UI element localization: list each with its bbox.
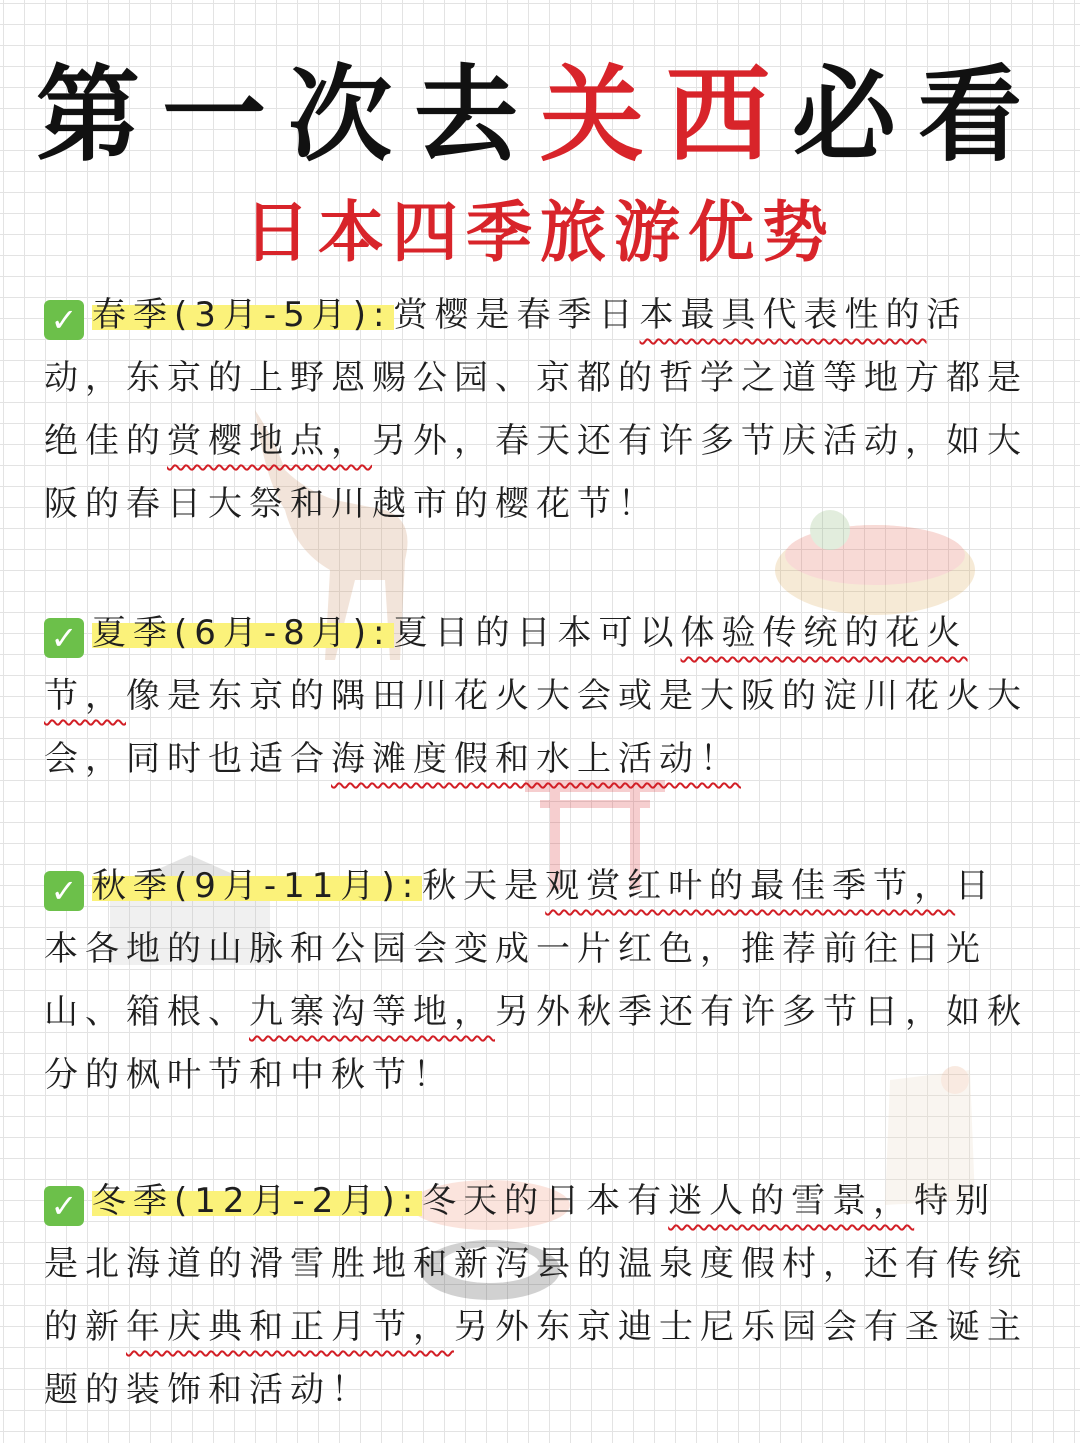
check-mark-icon: ✓ — [44, 1186, 84, 1226]
season-label: 秋季(9月-11月): — [92, 866, 421, 906]
title-part2: 必看 — [792, 54, 1045, 176]
underlined-text: 赏樱地点， — [167, 421, 372, 461]
title-part1: 第一次去 — [35, 54, 540, 176]
check-mark-icon: ✓ — [44, 300, 84, 340]
section-text: 另外东京迪士尼乐园会有圣诞主题的装饰和活动！ — [44, 1307, 1028, 1410]
section-text: 活动，东京的上野恩赐公园、京都的哲学之道等地方都是绝佳的 — [44, 295, 1028, 461]
section-text: 冬天的日本有 — [422, 1181, 669, 1221]
section-text: 像是东京的隅田川花火大会或是大阪的淀川花火大会，同时也适合 — [44, 676, 1028, 779]
underlined-text: 迷人的雪景， — [668, 1181, 915, 1221]
season-label: 冬季(12月-2月): — [92, 1181, 421, 1221]
section-paragraph — [44, 855, 1034, 1107]
section-text: 另外秋季还有许多节日，如秋分的枫叶节和中秋节！ — [44, 992, 1028, 1095]
section-text: 赏樱是春季日 — [393, 295, 640, 335]
underlined-text: 年庆典和正月节， — [126, 1307, 454, 1347]
section-text: 秋天是 — [422, 866, 546, 906]
section-text: 夏日的日本可以 — [393, 613, 681, 653]
section-paragraph — [44, 284, 1034, 536]
section-text: 另外，春天还有许多节庆活动，如大阪的春日大祭和川越市的樱花节！ — [44, 421, 1028, 524]
underlined-text: 海滩度假和水上活动！ — [331, 739, 741, 779]
season-label: 夏季(6月-8月): — [92, 613, 392, 653]
season-label: 春季(3月-5月): — [92, 295, 392, 335]
section-paragraph — [44, 1170, 1034, 1422]
season-section-winter — [44, 1170, 1034, 1422]
check-mark-icon: ✓ — [44, 871, 84, 911]
title-highlight: 关西 — [539, 54, 792, 176]
season-section-spring — [44, 284, 1034, 536]
section-paragraph — [44, 602, 1034, 791]
underlined-text: 九寨沟等地， — [249, 992, 495, 1032]
underlined-text: 本最具代表性的 — [639, 295, 927, 335]
underlined-text: 体验传统的花火节， — [44, 613, 968, 716]
page-title — [0, 50, 1080, 180]
section-text: 特别是北海道的滑雪胜地和新泻县的温泉度假村，还有传统的新 — [44, 1181, 1028, 1347]
underlined-text: 观赏红叶的最佳季节， — [545, 866, 956, 906]
season-section-autumn — [44, 855, 1034, 1107]
season-section-summer — [44, 602, 1034, 791]
check-mark-icon: ✓ — [44, 618, 84, 658]
page-subtitle: 日本四季旅游优势 — [244, 194, 836, 271]
section-text: 日本各地的山脉和公园会变成一片红色，推荐前往日光山、箱根、 — [44, 866, 997, 1032]
